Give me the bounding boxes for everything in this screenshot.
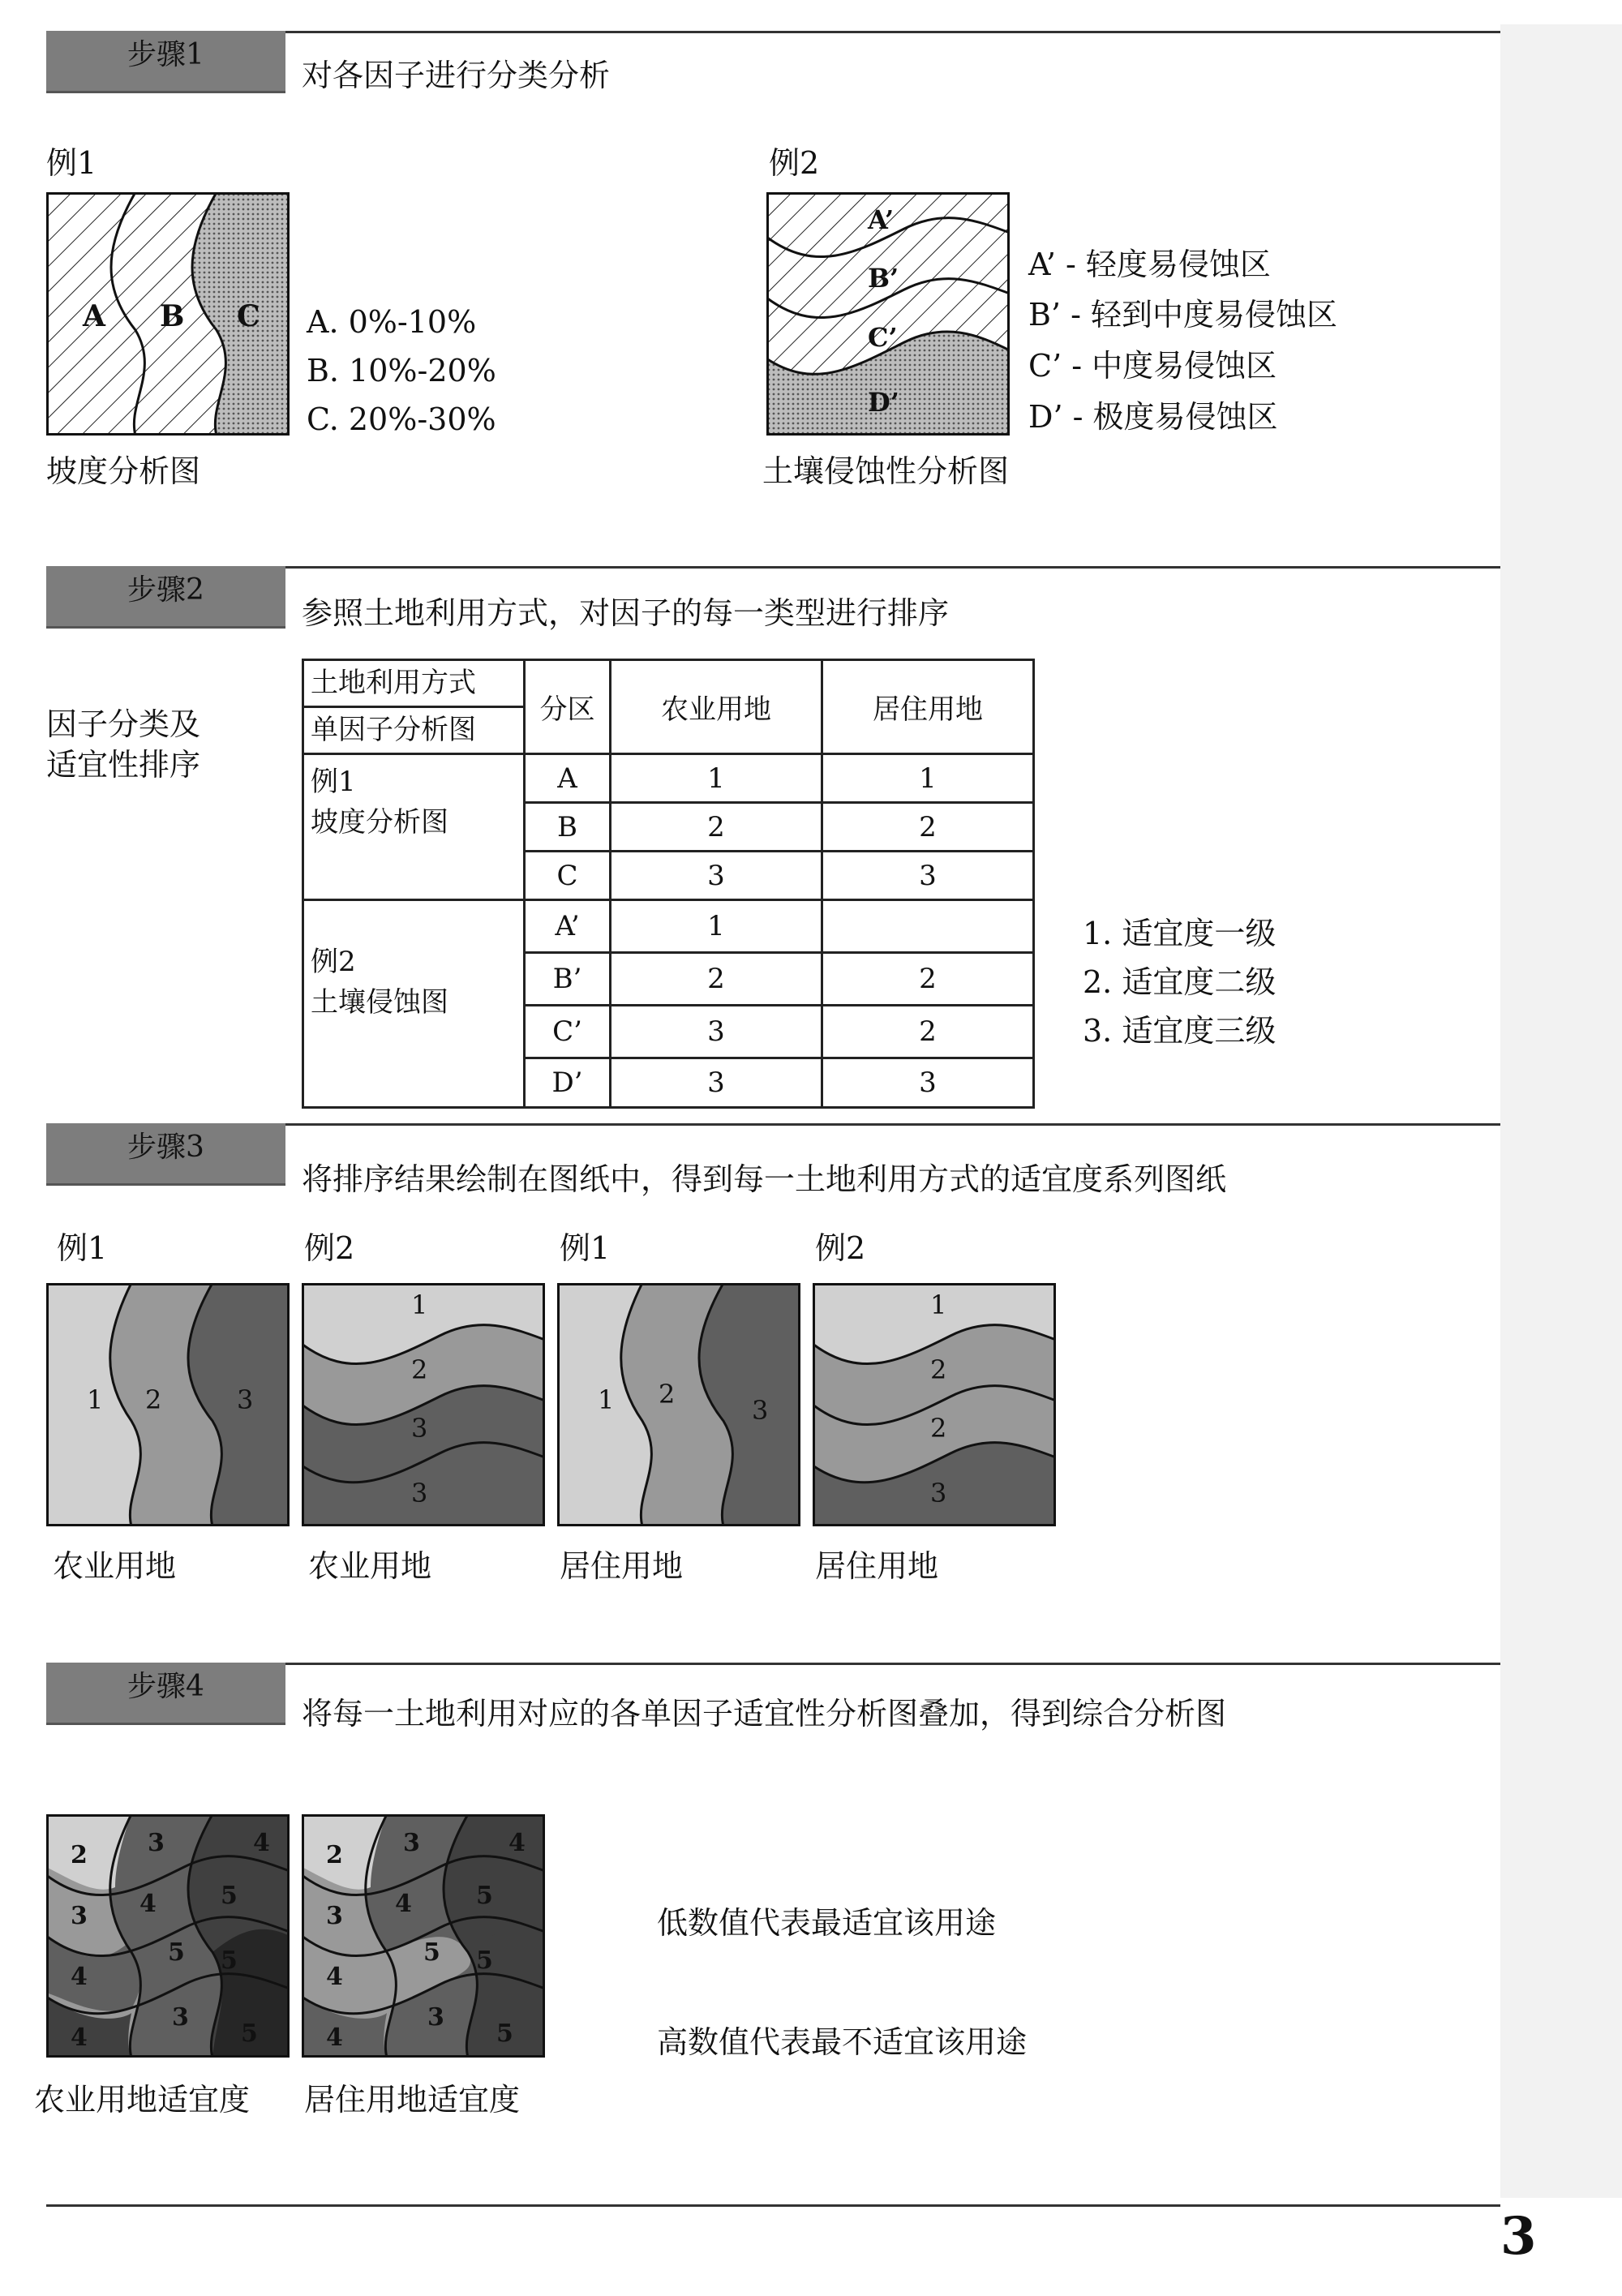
erosion-legend-b: B’ - 轻到中度易侵蚀区 [1028, 297, 1338, 333]
map-value: 4 [395, 1890, 412, 1918]
map-value: 3 [427, 2003, 444, 2032]
map-value: 3 [403, 1829, 420, 1857]
step1-description: 对各因子进行分类分析 [302, 58, 611, 93]
map-value: 5 [476, 1882, 493, 1910]
step1-rule [285, 31, 1500, 33]
map-value: 2 [145, 1384, 162, 1415]
agri-cell: 3 [611, 1058, 822, 1108]
erosion-zone-c: C’ [868, 322, 898, 353]
step1-ex2-label: 例2 [769, 145, 820, 181]
map-value: 4 [139, 1890, 157, 1918]
step2-description: 参照土地利用方式，对因子的每一类型进行排序 [302, 595, 950, 631]
map-value: 2 [930, 1354, 947, 1385]
step3-map3-label: 例1 [560, 1230, 611, 1266]
agri-suitability-map-ex1 [46, 1283, 290, 1526]
map-value: 5 [221, 1946, 238, 1975]
erosion-zone-b: B’ [868, 263, 899, 294]
soil-erosion-map [766, 192, 1010, 436]
step1-ex1-label: 例1 [46, 145, 97, 181]
map-value: 3 [71, 1902, 88, 1930]
map-value: 1 [598, 1384, 615, 1415]
zone-cell: B [525, 803, 611, 852]
slope-legend-b: B. 10%-20% [307, 353, 496, 388]
group1-label [303, 754, 525, 900]
agri-suitability-map-ex2 [302, 1283, 545, 1526]
step3-map3-caption: 居住用地 [560, 1548, 684, 1584]
ranking-side-label-2: 适宜性排序 [46, 747, 201, 783]
slope-legend-a: A. 0%-10% [307, 304, 477, 340]
res-suitability-map-ex2 [813, 1283, 1056, 1526]
step3-rule [285, 1123, 1500, 1126]
res-composite-caption: 居住用地适宜度 [304, 2082, 521, 2118]
res-cell: 2 [822, 803, 1034, 852]
note-high-values: 高数值代表最不适宜该用途 [657, 2024, 1028, 2060]
zone-cell: C’ [525, 1006, 611, 1058]
ranking-side-label-1: 因子分类及 [46, 706, 201, 742]
step3-map2-label: 例2 [304, 1230, 355, 1266]
zone-cell: A’ [525, 900, 611, 953]
erosion-map-caption: 土壤侵蚀性分析图 [762, 453, 1010, 489]
res-cell: 3 [822, 1058, 1034, 1108]
map-value: 1 [87, 1384, 104, 1415]
agri-cell: 3 [611, 1006, 822, 1058]
map-value: 4 [508, 1829, 526, 1857]
erosion-legend-a: A’ - 轻度易侵蚀区 [1028, 247, 1271, 282]
map-value: 4 [326, 1963, 343, 1991]
zone-cell: C [525, 852, 611, 900]
map-value: 4 [253, 1829, 270, 1857]
map-value: 4 [326, 2023, 343, 2052]
map-value: 5 [496, 2019, 513, 2048]
res-composite-map [302, 1814, 545, 2058]
zone-cell: B’ [525, 953, 611, 1006]
map-value: 5 [476, 1946, 493, 1975]
header-landuse: 土地利用方式 [303, 660, 525, 707]
step2-rule [285, 566, 1500, 569]
map-value: 5 [423, 1938, 440, 1967]
group1-example: 例1 [311, 766, 356, 798]
header-single-factor: 单因子分析图 [303, 707, 525, 754]
step3-map4-label: 例2 [815, 1230, 866, 1266]
step4-tab: 步骤4 [46, 1663, 285, 1725]
erosion-legend-c: C’ - 中度易侵蚀区 [1028, 348, 1277, 384]
map-value: 5 [168, 1938, 185, 1967]
header-zone: 分区 [525, 660, 611, 754]
res-cell: 2 [822, 953, 1034, 1006]
map-value: 3 [930, 1478, 947, 1508]
step3-map1-caption: 农业用地 [53, 1548, 177, 1584]
map-value: 3 [148, 1829, 165, 1857]
step3-map2-caption: 农业用地 [308, 1548, 432, 1584]
slope-map-caption: 坡度分析图 [46, 453, 201, 489]
agri-cell: 3 [611, 852, 822, 900]
erosion-zone-a: A’ [868, 204, 895, 235]
map-value: 3 [237, 1384, 254, 1415]
map-value: 2 [326, 1841, 343, 1869]
suitability-ranking-table [302, 659, 1035, 1109]
page-edge-shade [1500, 24, 1622, 2198]
footer-rule [46, 2204, 1500, 2207]
header-agriculture: 农业用地 [611, 660, 822, 754]
step3-tab: 步骤3 [46, 1123, 285, 1186]
res-cell: 3 [822, 852, 1034, 900]
agri-cell: 1 [611, 754, 822, 803]
slope-zone-c: C [237, 299, 260, 333]
zone-cell: A [525, 754, 611, 803]
slope-zone-b: B [160, 299, 185, 333]
step3-map4-caption: 居住用地 [815, 1548, 939, 1584]
map-value: 4 [71, 1963, 88, 1991]
agri-composite-map [46, 1814, 290, 2058]
slope-analysis-map [46, 192, 290, 436]
agri-cell: 2 [611, 953, 822, 1006]
map-value: 5 [241, 2019, 258, 2048]
agri-composite-caption: 农业用地适宜度 [34, 2082, 251, 2118]
map-value: 2 [930, 1413, 947, 1444]
step3-description: 将排序结果绘制在图纸中，得到每一土地利用方式的适宜度系列图纸 [302, 1161, 1227, 1197]
group2-example: 例2 [311, 946, 356, 978]
erosion-legend-d: D’ - 极度易侵蚀区 [1028, 399, 1278, 435]
map-value: 5 [221, 1882, 238, 1910]
note-low-values: 低数值代表最适宜该用途 [657, 1905, 997, 1941]
map-value: 3 [411, 1478, 428, 1508]
res-suitability-map-ex1 [557, 1283, 800, 1526]
page-number: 3 [1500, 2206, 1537, 2267]
group2-label [303, 900, 525, 1108]
res-cell [822, 900, 1034, 953]
group1-map-name: 坡度分析图 [311, 806, 448, 839]
step1-tab: 步骤1 [46, 31, 285, 93]
map-value: 2 [659, 1379, 676, 1410]
step4-description: 将每一土地利用对应的各单因子适宜性分析图叠加，得到综合分析图 [302, 1696, 1227, 1732]
res-cell: 2 [822, 1006, 1034, 1058]
slope-zone-a: A [83, 299, 105, 333]
map-value: 3 [326, 1902, 343, 1930]
map-value: 1 [411, 1290, 428, 1320]
map-value: 4 [71, 2023, 88, 2052]
suitability-legend-3: 3. 适宜度三级 [1083, 1013, 1277, 1049]
map-value: 3 [411, 1413, 428, 1444]
map-value: 2 [411, 1354, 428, 1385]
map-value: 3 [752, 1395, 769, 1426]
map-value: 3 [172, 2003, 189, 2032]
map-value: 1 [930, 1290, 947, 1320]
slope-legend-c: C. 20%-30% [307, 401, 496, 437]
agri-cell: 2 [611, 803, 822, 852]
step2-tab: 步骤2 [46, 566, 285, 629]
header-residential: 居住用地 [822, 660, 1034, 754]
step4-rule [285, 1663, 1500, 1665]
suitability-legend-1: 1. 适宜度一级 [1083, 916, 1277, 951]
zone-cell: D’ [525, 1058, 611, 1108]
suitability-legend-2: 2. 适宜度二级 [1083, 964, 1277, 1000]
map-value: 2 [71, 1841, 88, 1869]
erosion-zone-d: D’ [868, 387, 899, 418]
agri-cell: 1 [611, 900, 822, 953]
res-cell: 1 [822, 754, 1034, 803]
group2-map-name: 土壤侵蚀图 [311, 986, 448, 1019]
step3-map1-label: 例1 [57, 1230, 108, 1266]
